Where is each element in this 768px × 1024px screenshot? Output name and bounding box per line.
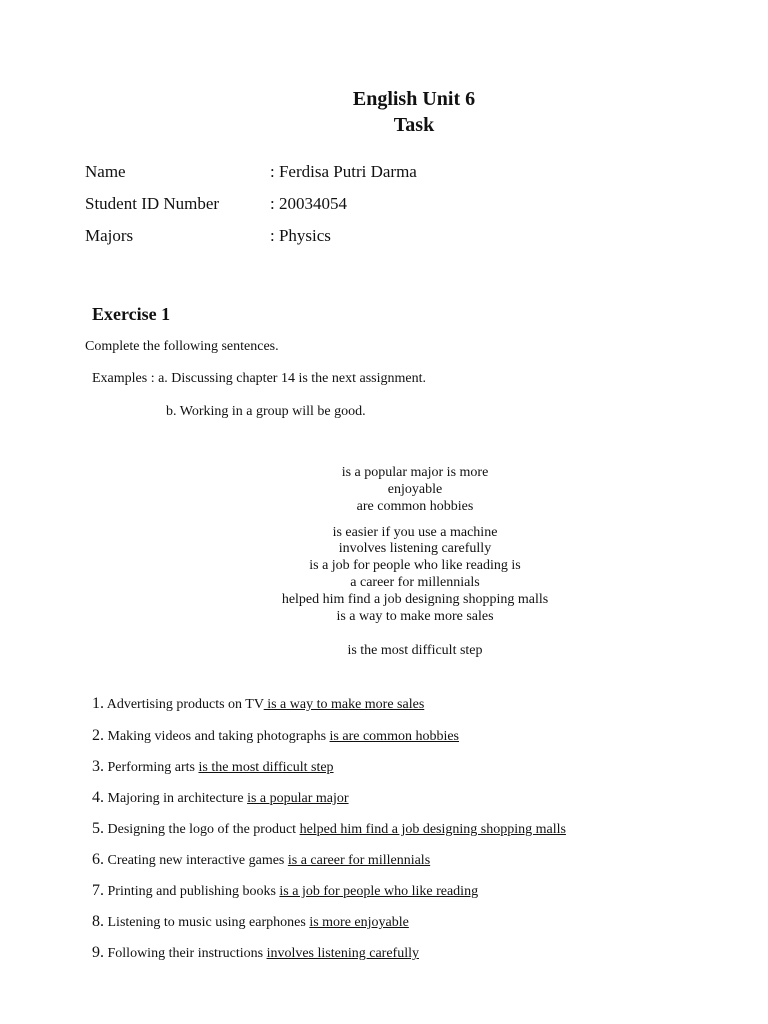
word-bank-line: is the most difficult step — [347, 643, 483, 658]
answer-item — [92, 758, 334, 776]
answer-text: is the most difficult step — [198, 760, 334, 775]
majors-value: : Physics — [270, 226, 331, 245]
example-a: Examples : a. Discussing chapter 14 is the next assignment. — [92, 371, 426, 386]
answer-item — [92, 944, 419, 962]
answer-number: 8. — [92, 913, 104, 930]
answer-item — [92, 820, 566, 838]
answer-text: involves listening carefully — [266, 946, 419, 961]
answer-number: 2. — [92, 727, 104, 744]
answer-number: 5. — [92, 820, 104, 837]
answer-text: helped him find a job designing shopping malls — [299, 822, 566, 837]
word-bank-line: are common hobbies — [356, 499, 474, 514]
answer-prompt: Making videos and taking photographs — [104, 729, 330, 744]
answer-item — [92, 727, 459, 745]
answer-prompt: Creating new interactive games — [104, 853, 288, 868]
student-id-label: Student ID Number — [85, 194, 220, 213]
answer-prompt: Performing arts — [104, 760, 199, 775]
page-title: English Unit 6 — [352, 88, 476, 110]
answer-text: is are common hobbies — [329, 729, 460, 744]
answer-number: 4. — [92, 789, 104, 806]
page-subtitle: Task — [393, 114, 435, 136]
answer-text: is a career for millennials — [287, 853, 431, 868]
answer-number: 1. — [92, 695, 104, 712]
answer-item — [92, 882, 478, 900]
exercise-instruction: Complete the following sentences. — [85, 339, 279, 354]
answer-item — [92, 789, 349, 807]
answer-number: 6. — [92, 851, 104, 868]
answer-prompt: Following their instructions — [104, 946, 267, 961]
answer-text: is a popular major — [247, 791, 349, 806]
answer-prompt: Listening to music using earphones — [104, 915, 310, 930]
answer-item — [92, 851, 430, 869]
answer-prompt: Advertising products on TV — [104, 697, 264, 712]
name-value: : Ferdisa Putri Darma — [270, 162, 417, 181]
answer-prompt: Designing the logo of the product — [104, 822, 300, 837]
answer-text: is a way to make more sales — [263, 697, 425, 712]
word-bank-line: helped him find a job designing shopping malls — [281, 592, 549, 607]
word-bank-line: enjoyable — [387, 482, 443, 497]
answer-prompt: Majoring in architecture — [104, 791, 248, 806]
word-bank-line: involves listening carefully — [338, 541, 492, 556]
student-id-value: : 20034054 — [270, 194, 347, 213]
answer-text: is more enjoyable — [309, 915, 409, 930]
word-bank-line: is a job for people who like reading is — [309, 558, 521, 573]
answer-number: 7. — [92, 882, 104, 899]
word-bank-line: a career for millennials — [350, 575, 480, 590]
answer-text: is a job for people who like reading — [279, 884, 479, 899]
majors-label: Majors — [85, 226, 134, 245]
exercise-heading: Exercise 1 — [92, 304, 171, 324]
word-bank-line: is a popular major is more — [341, 465, 489, 480]
answer-prompt: Printing and publishing books — [104, 884, 280, 899]
example-b: b. Working in a group will be good. — [166, 404, 366, 419]
answer-number: 3. — [92, 758, 104, 775]
name-label: Name — [85, 162, 126, 181]
answer-item — [92, 695, 424, 713]
word-bank-line: is a way to make more sales — [336, 609, 494, 624]
answer-number: 9. — [92, 944, 104, 961]
word-bank-line: is easier if you use a machine — [332, 525, 498, 540]
answer-item — [92, 913, 409, 931]
